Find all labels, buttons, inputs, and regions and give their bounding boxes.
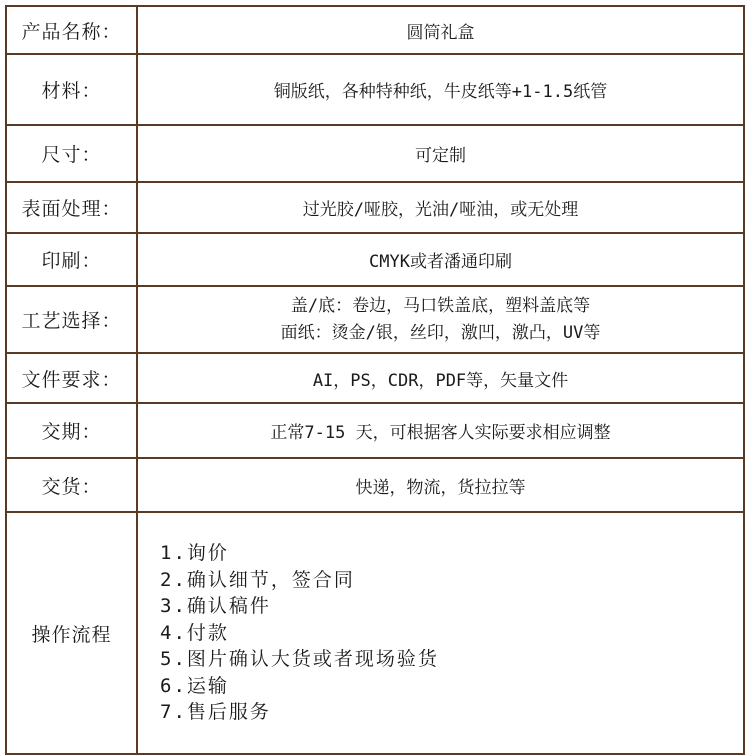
spec-row-printing bbox=[6, 233, 744, 286]
process-steps-list bbox=[160, 540, 743, 726]
row-value bbox=[137, 286, 744, 353]
craft-line-face-paper: 面纸：烫金/银，丝印，激凹，激凸，UV等 bbox=[280, 322, 601, 343]
row-label: 交货： bbox=[6, 458, 137, 512]
process-label: 操作流程 bbox=[6, 512, 137, 754]
craft-line-lid-base: 盖/底：卷边，马口铁盖底，塑料盖底等 bbox=[290, 295, 591, 316]
row-label: 表面处理： bbox=[6, 182, 137, 233]
process-step: 7.售后服务 bbox=[160, 701, 271, 724]
spec-row-product-name bbox=[6, 6, 744, 54]
spec-row-file-requirements bbox=[6, 353, 744, 403]
spec-row-process bbox=[6, 512, 744, 754]
process-steps-cell bbox=[137, 512, 744, 754]
row-value: CMYK或者潘通印刷 bbox=[137, 233, 744, 286]
spec-row-delivery bbox=[6, 458, 744, 512]
spec-row-lead-time bbox=[6, 403, 744, 458]
spec-row-material bbox=[6, 54, 744, 125]
product-spec-table bbox=[5, 5, 745, 755]
process-step: 4.付款 bbox=[160, 621, 229, 644]
spec-row-craft-options bbox=[6, 286, 744, 353]
row-value: 铜版纸，各种特种纸，牛皮纸等+1-1.5纸管 bbox=[137, 54, 744, 125]
row-value: 可定制 bbox=[137, 125, 744, 182]
process-step: 3.确认稿件 bbox=[160, 595, 271, 618]
process-step: 6.运输 bbox=[160, 674, 229, 697]
row-value: 快递，物流，货拉拉等 bbox=[137, 458, 744, 512]
row-value: 过光胶/哑胶，光油/哑油，或无处理 bbox=[137, 182, 744, 233]
process-step: 2.确认细节，签合同 bbox=[160, 568, 355, 591]
process-step: 1.询价 bbox=[160, 542, 229, 565]
row-value: 圆筒礼盒 bbox=[137, 6, 744, 54]
row-label: 工艺选择： bbox=[6, 286, 137, 353]
row-label: 尺寸： bbox=[6, 125, 137, 182]
row-label: 印刷： bbox=[6, 233, 137, 286]
row-label: 交期： bbox=[6, 403, 137, 458]
row-value: AI，PS，CDR，PDF等，矢量文件 bbox=[137, 353, 744, 403]
spec-row-surface-treatment bbox=[6, 182, 744, 233]
process-step: 5.图片确认大货或者现场验货 bbox=[160, 648, 439, 671]
spec-row-size bbox=[6, 125, 744, 182]
row-label: 文件要求： bbox=[6, 353, 137, 403]
row-label: 材料： bbox=[6, 54, 137, 125]
row-label: 产品名称： bbox=[6, 6, 137, 54]
row-value: 正常7-15 天，可根据客人实际要求相应调整 bbox=[137, 403, 744, 458]
